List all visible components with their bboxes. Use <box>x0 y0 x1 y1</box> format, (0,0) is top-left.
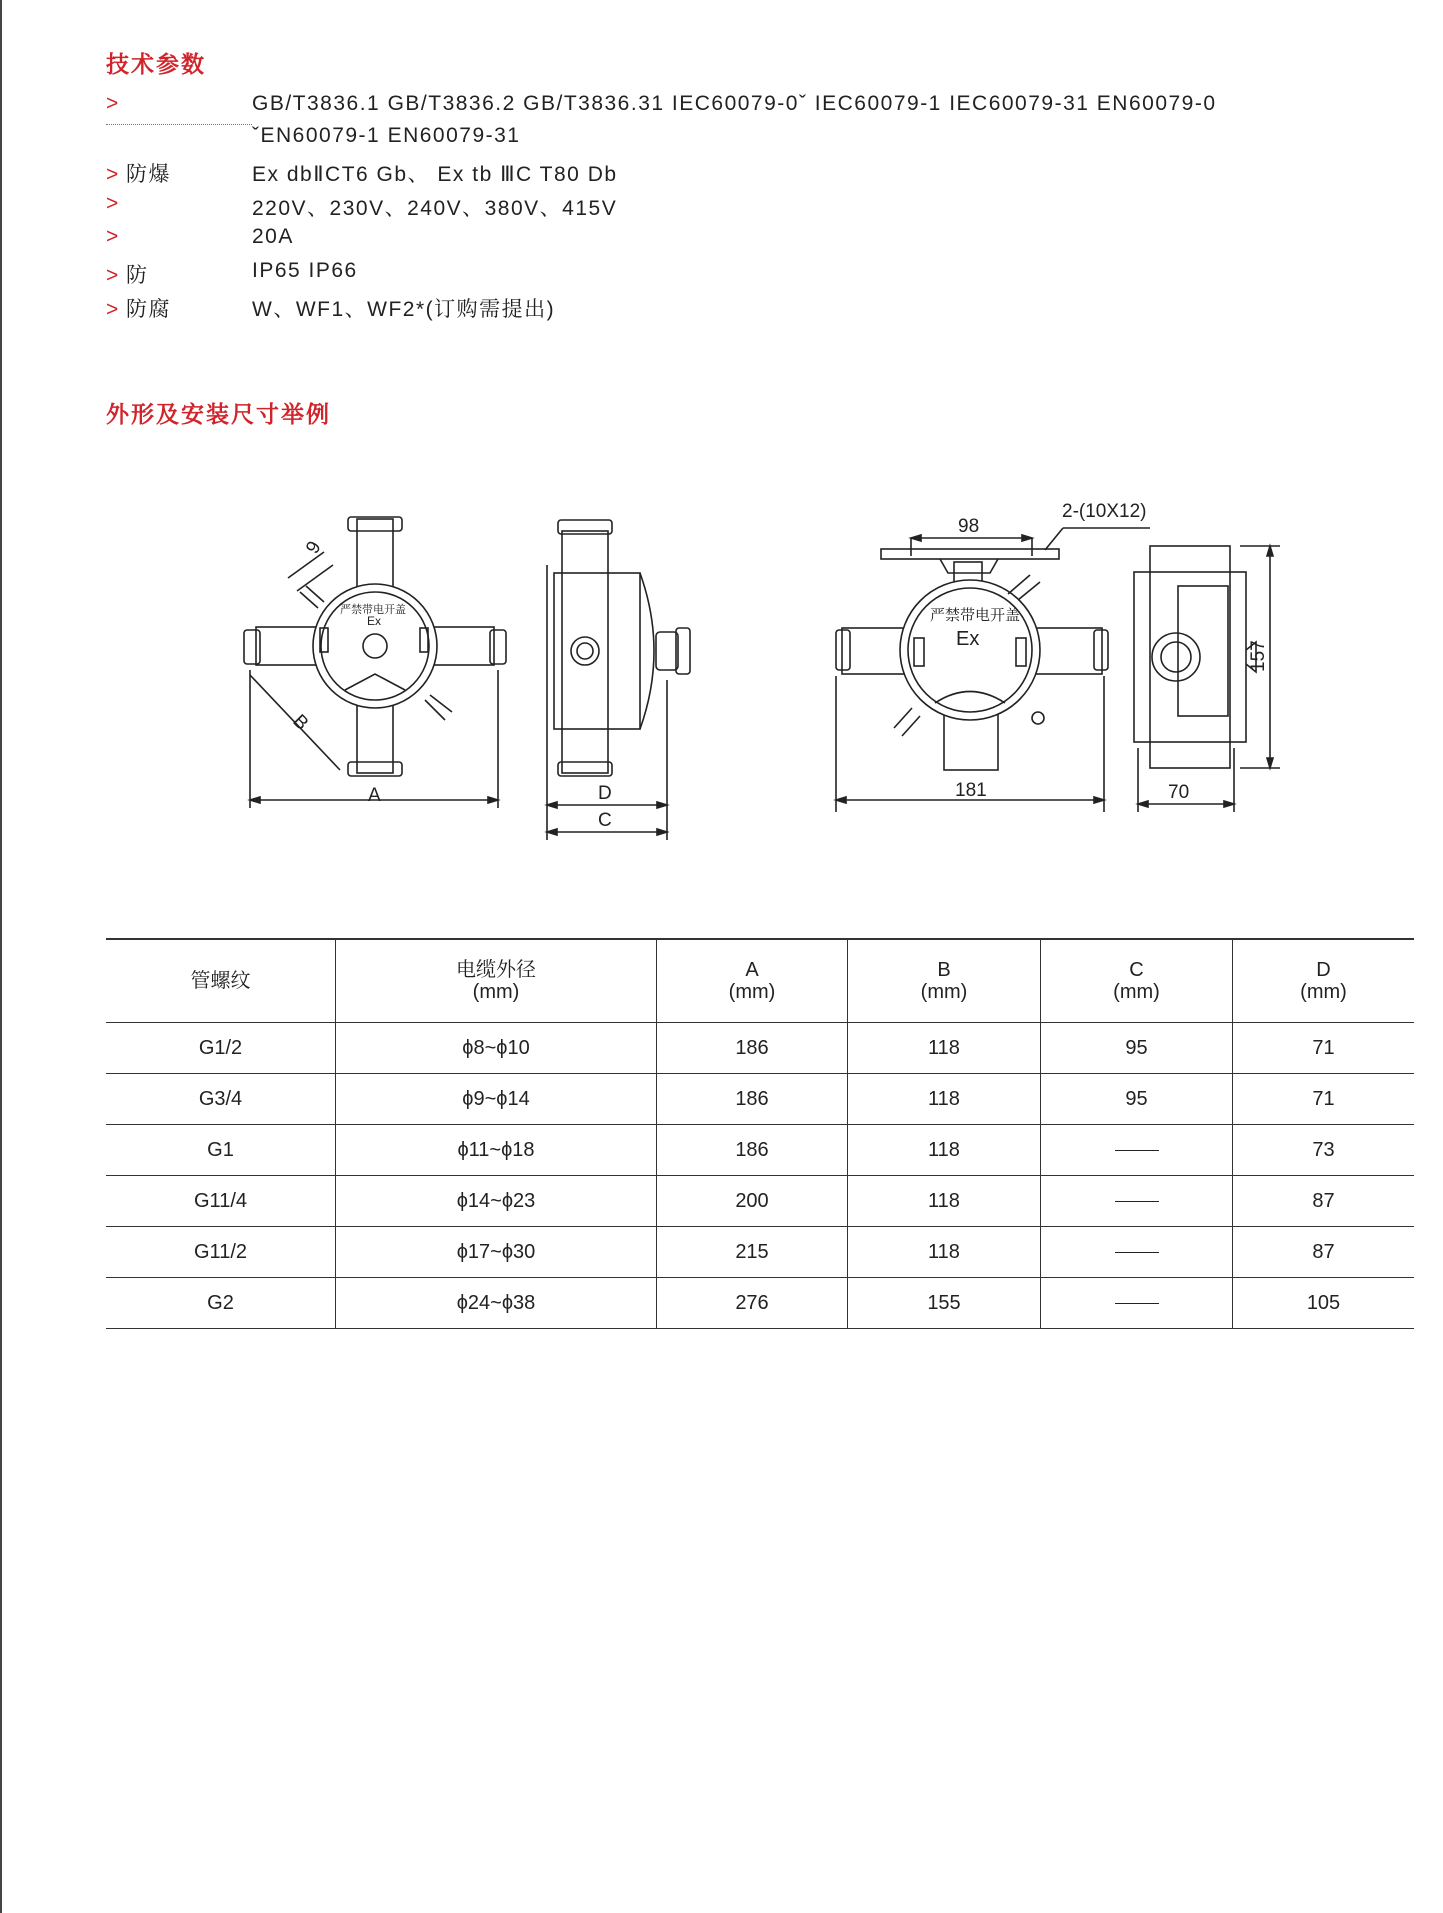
table-row <box>106 1227 1414 1278</box>
arrow-icon: > <box>106 192 120 215</box>
table-cell: 186 <box>657 1125 848 1176</box>
table-cell <box>1041 1227 1233 1278</box>
table-cell: G3/4 <box>106 1074 336 1125</box>
front-view-large <box>836 528 1150 812</box>
table-cell: ϕ24~ϕ38 <box>336 1278 657 1329</box>
dim-label-C: C <box>598 810 612 831</box>
arrow-icon: > <box>106 163 120 186</box>
ex-mark-large: Ex <box>956 628 980 650</box>
nameplate-text-small: 严禁带电开盖 <box>340 604 406 616</box>
spec-row <box>106 293 556 323</box>
table-row <box>106 1074 1414 1125</box>
section-title-tech-params: 技术参数 <box>106 51 206 77</box>
table-cell: 118 <box>848 1125 1041 1176</box>
front-view-small <box>244 517 506 808</box>
table-row <box>106 1176 1414 1227</box>
dim-label-holes: 2-(10X12) <box>1062 501 1147 522</box>
header-cable-diameter: 电缆外径 (mm) <box>336 939 657 1023</box>
table-cell: 95 <box>1041 1074 1233 1125</box>
spec-row <box>106 259 358 289</box>
dim-label-A: A <box>368 785 381 806</box>
dash-mark <box>1115 1252 1159 1253</box>
ex-mark-small: Ex <box>367 614 382 628</box>
dim-label-98: 98 <box>958 516 980 537</box>
page-left-border <box>0 0 2 1913</box>
spec-value: 20A <box>252 225 294 248</box>
header-B: B (mm) <box>848 939 1041 1023</box>
table-cell: 71 <box>1233 1023 1415 1074</box>
table-cell <box>1041 1125 1233 1176</box>
dimension-table <box>106 938 1414 1329</box>
spec-value: IP65 IP66 <box>252 259 358 282</box>
table-cell: 87 <box>1233 1227 1415 1278</box>
table-header-row <box>106 939 1414 1023</box>
table-cell: 186 <box>657 1074 848 1125</box>
table-cell <box>1041 1278 1233 1329</box>
wavy-divider <box>106 124 252 129</box>
table-cell: 73 <box>1233 1125 1415 1176</box>
table-cell: 118 <box>848 1023 1041 1074</box>
dim-label-D: D <box>598 783 612 804</box>
table-cell: G11/2 <box>106 1227 336 1278</box>
header-A: A (mm) <box>657 939 848 1023</box>
arrow-icon: > <box>106 264 120 287</box>
table-cell: 155 <box>848 1278 1041 1329</box>
table-cell: 105 <box>1233 1278 1415 1329</box>
spec-row <box>106 192 618 220</box>
spec-value: Ex dbⅡCT6 Gb、 Ex tb ⅢC T80 Db <box>252 163 618 186</box>
spec-value: 220V、230V、240V、380V、415V <box>252 197 618 220</box>
table-cell <box>1041 1176 1233 1227</box>
table-cell: 276 <box>657 1278 848 1329</box>
table-cell: ϕ14~ϕ23 <box>336 1176 657 1227</box>
arrow-icon: > <box>106 92 120 115</box>
spec-label: 防爆 <box>126 163 171 186</box>
spec-label: 防腐 <box>126 298 171 321</box>
table-cell: 200 <box>657 1176 848 1227</box>
table-cell: 95 <box>1041 1023 1233 1074</box>
table-cell: 118 <box>848 1074 1041 1125</box>
table-cell: G1 <box>106 1125 336 1176</box>
technical-drawing <box>0 470 1443 870</box>
arrow-icon: > <box>106 225 120 248</box>
side-view-large <box>1134 546 1280 812</box>
table-cell: 71 <box>1233 1074 1415 1125</box>
table-cell: 186 <box>657 1023 848 1074</box>
dim-label-70: 70 <box>1168 782 1190 803</box>
table-cell: ϕ17~ϕ30 <box>336 1227 657 1278</box>
spec-row <box>106 225 294 249</box>
spec-row <box>106 92 1217 116</box>
dim-label-157: 157 <box>1248 640 1269 672</box>
dash-mark <box>1115 1150 1159 1151</box>
dash-mark <box>1115 1201 1159 1202</box>
dim-label-9: 9 <box>302 537 326 558</box>
dim-label-B: B <box>288 710 313 735</box>
table-cell: G2 <box>106 1278 336 1329</box>
table-row <box>106 1023 1414 1074</box>
side-view-small <box>547 520 690 840</box>
spec-value: GB/T3836.1 GB/T3836.2 GB/T3836.31 IEC60079-0ˇ IEC60079-1 IEC60079-31 EN60079-0 <box>252 92 1217 115</box>
dim-label-181: 181 <box>955 780 987 801</box>
spec-value: ˇEN60079-1 EN60079-31 <box>252 124 521 147</box>
spec-value: W、WF1、WF2*(订购需提出) <box>252 298 556 321</box>
table-cell: 118 <box>848 1227 1041 1278</box>
table-cell: ϕ8~ϕ10 <box>336 1023 657 1074</box>
header-C: C (mm) <box>1041 939 1233 1023</box>
dash-mark <box>1115 1303 1159 1304</box>
arrow-icon: > <box>106 298 120 321</box>
header-thread: 管螺纹 <box>106 939 336 1023</box>
table-cell: ϕ9~ϕ14 <box>336 1074 657 1125</box>
table-cell: ϕ11~ϕ18 <box>336 1125 657 1176</box>
table-row <box>106 1278 1414 1329</box>
spec-label: 防 <box>126 264 149 287</box>
header-D: D (mm) <box>1233 939 1415 1023</box>
table-row <box>106 1125 1414 1176</box>
section-title-dimensions: 外形及安装尺寸举例 <box>106 401 331 427</box>
table-cell: G11/4 <box>106 1176 336 1227</box>
table-cell: 215 <box>657 1227 848 1278</box>
table-cell: 87 <box>1233 1176 1415 1227</box>
table-cell: 118 <box>848 1176 1041 1227</box>
table-cell: G1/2 <box>106 1023 336 1074</box>
nameplate-text-large: 严禁带电开盖 <box>930 607 1021 624</box>
spec-row <box>106 158 618 188</box>
